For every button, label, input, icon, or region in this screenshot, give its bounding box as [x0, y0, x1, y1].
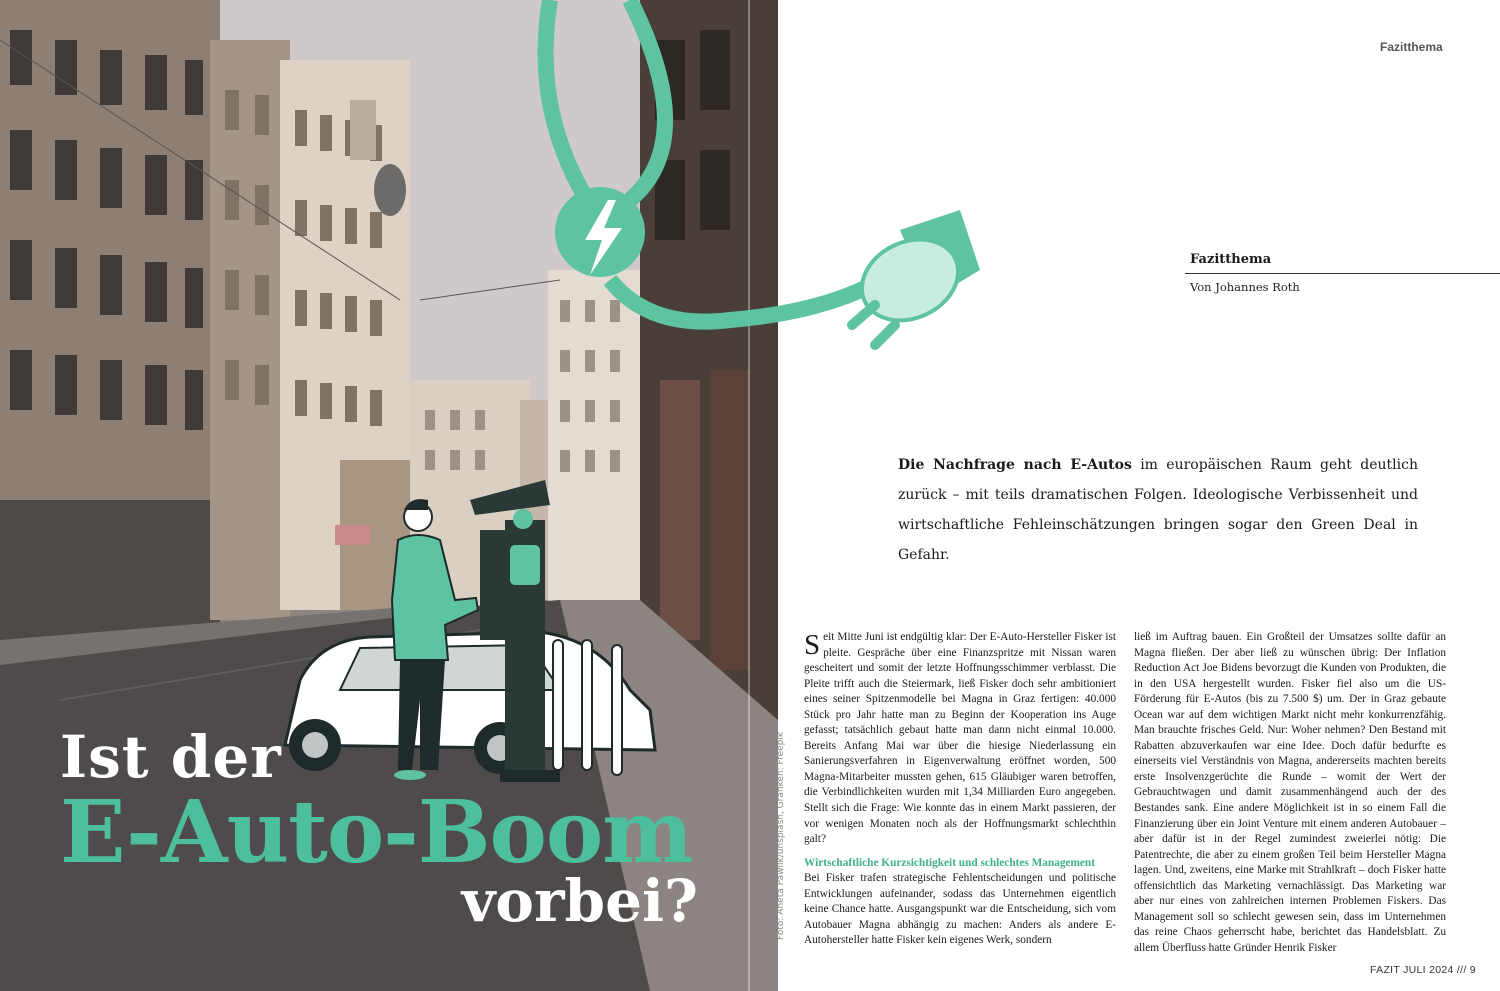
lead-bold: Die Nachfrage nach E-Autos	[898, 457, 1132, 473]
column-2-paragraph: ließ im Auftrag bauen. Ein Großteil der Umsatzes sollte dafür an Magna fließen. Der aber ließ zu wünschen übrig: Der Inflation Reduction Act Joe Bidens bevorzugt die Kunden von Produkten, die in den USA hergestellt wurden. Fisker fiel also um die US-Förderung für E-Autos (bis zu 7.500 $) um. Der in Graz gebaute Ocean war auf dem wichtigen Markt nicht mehr konkurrenzfähig. Man brauchte frisches Geld. Nur: Woher nehmen? Den Bestand mit Rabatten abzuverkaufen war eine Idee. Doch dafür bedurfte es einerseits viel Verständnis von Magna, andererseits machten bereits erste Insolvenzgerüchte die Runde – womit der Wert der Gebrauchtwagen und damit zusammenhängend auch der des Bestandes sank. Eine andere Möglichkeit ist in so einem Fall die Finanzierung über ein Joint Venture mit einem anderen Autobauer – aber dafür ist in der Regel zumindest zweierlei nötig: Die Patentrechte, die aber zu einem großen Teil beim Hersteller Magna lagen. Und, zweitens, eine Marke mit Strahlkraft – doch Fisker hatte offensichtlich das Marketing vernachlässigt. Das Marketing war aber nur eines von zahlreichen internen Problemen Fiskers. Das Management soll so schlecht gewesen sein, dass im Unternehmen das reine Chaos geherrscht habe, berichtet das Handelsblatt. Zu allem Überfluss hatte Gründer Henrik Fisker	[1134, 631, 1446, 954]
page-folio: FAZIT JULI 2024 /// 9	[1370, 964, 1476, 976]
article-column-1	[804, 630, 1116, 949]
headline-line-1: Ist der	[60, 723, 282, 791]
column-1-subhead: Wirtschaftliche Kurzsichtigkeit und schlechtes Management	[804, 856, 1095, 869]
column-1-paragraph-1: eit Mitte Juni ist endgültig klar: Der E-Auto-Hersteller Fisker ist pleite. Gespräche über eine Finanzspritze mit Nissan waren gescheitert und somit der letzte Hoffnungsschimmer verblasst. Die Pleite trifft auch die Steiermark, ließ Fisker doch sehr ambitioniert eines seiner Spitzenmodelle bei Magna in Graz fertigen: 40.000 Stück pro Jahr hatte man zu Beginn der Kooperation ins Auge gefasst; tatsächlich gebaut hatte man dann nicht einmal 10.000. Bereits Anfang Mai war über die hiesige Niederlassung ein Sanierungsverfahren in Eigenverwaltung eröffnet worden, 500 Magna-Mitarbeiter mussten gehen, 615 Gläubiger waren betroffen, die Verbindlichkeiten wurden mit 1,34 Milliarden Euro angegeben. Stellt sich die Frage: Wie konnte das in einem Markt passieren, der vor wenigen Monaten noch als der Hoffnungsmarkt schlechthin galt?	[804, 631, 1116, 846]
section-label: Fazitthema	[1190, 252, 1272, 267]
lead-paragraph	[898, 450, 1418, 570]
lead-rest: im europäischen Raum geht deutlich zurück – mit teils dramatischen Folgen. Ideologische Verbissenheit und wirtschaftliche Fehleinschätzungen bringen sogar den Green Deal in Gefahr.	[898, 457, 1418, 563]
column-1-paragraph-2: Bei Fisker trafen strategische Fehlentscheidungen und politische Entwicklungen aufeinander, sodass das Unternehmen eigentlich keine Chance hatte. Ausgangspunkt war die Entscheidung, sich vom Autobauer Magna abhängig zu machen: Anders als andere E-Autohersteller hatte Fisker kein eigenes Werk, sondern	[804, 872, 1116, 947]
headline-line-3: vorbei?	[461, 867, 698, 935]
article-column-2	[1134, 630, 1446, 956]
charging-plug-illustration	[530, 0, 1050, 370]
running-head: Fazitthema	[1380, 40, 1443, 54]
photo-credit: Foto: Aneta Pawlik/unsplash, Grafiken: Freepik	[776, 731, 786, 940]
section-divider	[1185, 273, 1500, 274]
headline-line-2: E-Auto-Boom	[60, 782, 693, 883]
byline: Von Johannes Roth	[1190, 280, 1300, 294]
drop-cap: S	[804, 629, 821, 661]
